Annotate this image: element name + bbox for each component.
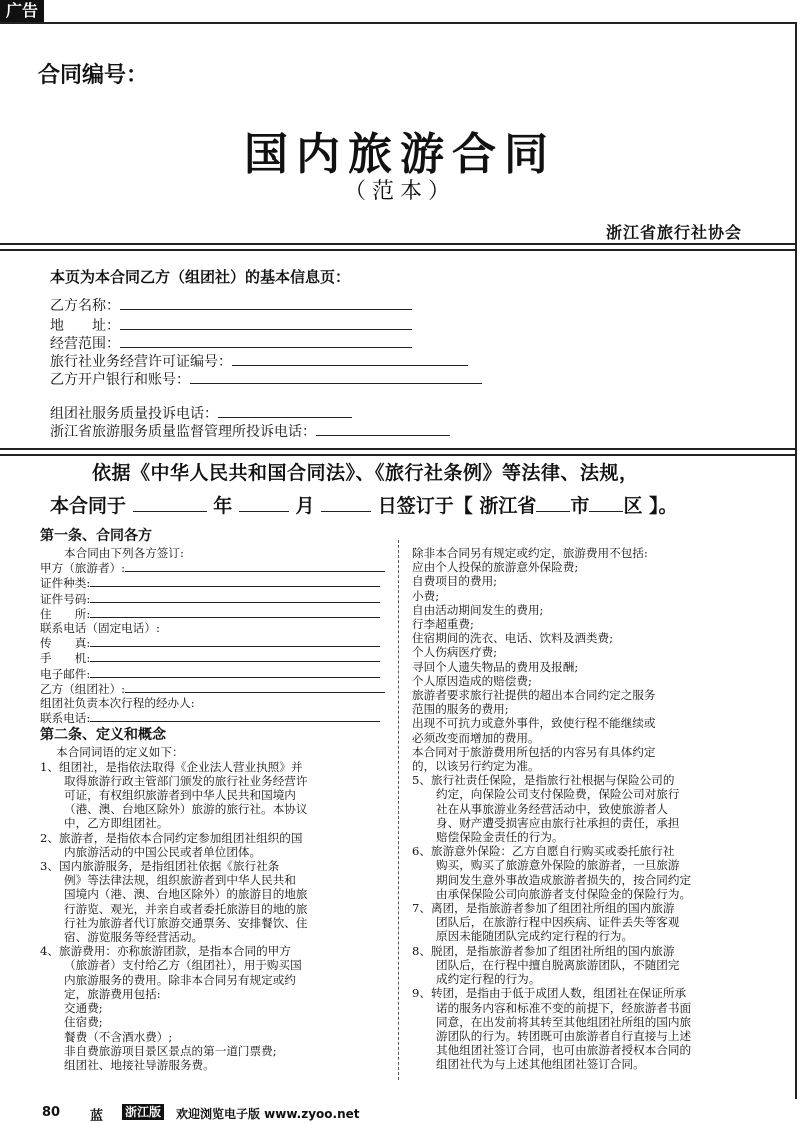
text-line: 赔偿保险金责任的行为。 [436, 830, 564, 845]
website-link[interactable]: 欢迎浏览电子版 www.zyoo.net [176, 1107, 360, 1121]
text-line: 中，乙方即组团社。 [64, 816, 169, 831]
text-line: 住宿费; [64, 1015, 103, 1030]
text-line: 交通费; [64, 1001, 103, 1016]
text-line: 住 所: [40, 606, 394, 621]
text-line: 的，以该另行约定为准。 [412, 759, 540, 774]
info-page-header: 本页为本合同乙方（组团社）的基本信息页： [50, 268, 351, 286]
text-line: 6、旅游意外保险：乙方自愿自行购买或委托旅行社 [412, 844, 675, 859]
text-line: 除非本合同另有规定或约定，旅游费用不包括: [412, 546, 648, 560]
blank-line [90, 650, 380, 662]
section-heading: 第一条、合同各方 [40, 528, 152, 544]
field-party-b-name: 乙方名称： [50, 296, 412, 315]
column-divider [398, 540, 399, 1080]
text-line: 社在从事旅游业务经营活动中，致使旅游者人 [436, 801, 668, 816]
text-line: 购买，购买了旅游意外保险的旅游者，一旦旅游 [436, 858, 680, 873]
text-line: 必须改变而增加的费用。 [412, 730, 540, 745]
field-bank-account: 乙方开户银行和账号： [50, 370, 482, 389]
text-line: 证件种类: [40, 575, 394, 590]
text-line: 组团社负责本次行程的经办人: [40, 696, 195, 711]
section-divider [0, 448, 797, 456]
text-line: 联系电话: [40, 710, 394, 725]
text-line: 本合同由下列各方签订: [64, 546, 184, 560]
text-line: 期间发生意外事故造成旅游者损失的，按合同约定 [436, 872, 692, 887]
text-line: 2、旅游者，是指依本合同约定参加组团社组织的国 [40, 830, 303, 845]
text-line: 传 真: [40, 635, 394, 650]
edition-color: 蓝 [90, 1109, 104, 1124]
text-line: 出现不可抗力或意外事件，致使行程不能继续或 [412, 716, 656, 731]
text-line: 乙方（组团社）: [40, 681, 394, 696]
text-line: 其他组团社签订合同，也可由旅游者授权本合同的 [436, 1043, 692, 1058]
text-line: 餐费（不含酒水费）; [64, 1029, 173, 1044]
section-divider [0, 243, 797, 251]
edition-badge: 浙江版 [122, 1104, 164, 1120]
text-line: 手 机: [40, 650, 394, 665]
text-line: 3、国内旅游服务，是指组团社依据《旅行社条 [40, 859, 280, 874]
text-line: 内旅游活动的中国公民或者单位团体。 [64, 844, 262, 859]
text-line: 旅游者要求旅行社提供的超出本合同约定之服务 [412, 688, 656, 703]
blank-line [90, 710, 380, 722]
page-title: 国内旅游合同 [244, 129, 556, 180]
field-license-number: 旅行社业务经营许可证编号： [50, 352, 468, 371]
text-line: 5、旅行社责任保险，是指旅行社根据与保险公司的 [412, 773, 675, 788]
text-line: 团队后，在旅游行程中因疾病、证件丢失等客观 [436, 915, 680, 930]
page-number: 80 [42, 1105, 61, 1120]
left-column [40, 526, 394, 1072]
text-line: 行李超重费; [412, 617, 474, 632]
text-line: 原因未能随团队完成约定行程的行为。 [436, 929, 634, 944]
text-line: 组团社、地接社导游服务费。 [64, 1057, 215, 1072]
text-line: 同意，在出发前将其转至其他组团社所组的国内旅 [436, 1014, 692, 1029]
text-line: 诺的服务内容和标准不变的前提下，经旅游者书面 [436, 1000, 692, 1015]
blank-line [125, 560, 385, 572]
text-line: 住宿期间的洗衣、电话、饮料及酒类费; [412, 631, 614, 646]
text-line: 本合同词语的定义如下： [56, 745, 184, 760]
text-line: 行游览、观光，并亲自或者委托旅游目的地的旅 [64, 901, 308, 916]
text-line: 身、财产遭受损害应由旅行社承担的责任，承担 [436, 815, 680, 830]
text-line: 组团社代为与上述其他组团社签订合同。 [436, 1057, 645, 1072]
text-line: 范围的服务的费用; [412, 702, 509, 717]
text-line: （港、澳、台地区除外）旅游的旅行社。本协议 [64, 802, 308, 817]
text-line: 9、转团，是指由于低于成团人数，组团社在保证所承 [412, 986, 687, 1001]
text-line: 小费; [412, 588, 440, 603]
text-line: 本合同对于旅游费用所包括的内容另有具体约定 [412, 744, 656, 759]
field-business-scope: 经营范围： [50, 334, 412, 353]
text-line: 自由活动期间发生的费用; [412, 602, 544, 617]
text-line: 证件号码: [40, 591, 394, 606]
text-line: 非自费旅游项目景区景点的第一道门票费; [64, 1043, 277, 1058]
section-heading: 第二条、定义和概念 [40, 727, 166, 744]
text-line: 电子邮件: [40, 666, 394, 681]
text-line: 1、组团社，是指依法取得《企业法人营业执照》并 [40, 759, 303, 774]
page-footer [0, 1102, 800, 1123]
field-complaint-phone: 组团社服务质量投诉电话： [50, 404, 352, 423]
text-line: 个人原因造成的赔偿费; [412, 673, 532, 688]
blank-line [90, 635, 380, 647]
signing-date-line: 本合同于 年 月 日签订于【 浙江省 市 区 】。 [50, 495, 678, 517]
text-line: 国境内（港、澳、台地区除外）的旅游目的地旅 [64, 887, 308, 902]
text-line: 7、离团，是指旅游者参加了组团社所组的国内旅游 [412, 901, 675, 916]
text-line: 8、脱团，是指旅游者参加了组团社所组的国内旅游 [412, 943, 675, 958]
text-line: 游团队的行为。转团既可由旅游者自行直接与上述 [436, 1028, 692, 1043]
blank-line [125, 681, 385, 693]
text-line: 成约定行程的行为。 [436, 972, 541, 987]
text-line: 由承保保险公司向旅游者支付保险金的保险行为。 [436, 886, 692, 901]
contract-number-label: 合同编号： [38, 63, 149, 88]
text-line: 甲方（旅游者）: [40, 560, 394, 575]
text-line: 例》等法律法规，组织旅游者到中华人民共和 [64, 873, 296, 888]
text-line: 宿、游览服务等经营活动。 [64, 930, 204, 945]
legal-basis-line: 依据《中华人民共和国合同法》、《旅行社条例》等法律、法规， [92, 462, 639, 484]
text-line: 团队后，在行程中擅自脱离旅游团队，不随团完 [436, 957, 680, 972]
text-line: 自费项目的费用; [412, 574, 498, 589]
right-column [412, 546, 792, 1072]
text-line: 内旅游服务的费用。除非本合同另有规定或约 [64, 972, 296, 987]
text-line: 4、旅游费用：亦称旅游团款，是指本合同的甲方 [40, 944, 291, 959]
text-line: 联系电话（固定电话）: [40, 621, 160, 636]
text-line: 应由个人投保的旅游意外保险费; [412, 560, 579, 575]
text-line: （旅游者）支付给乙方（组团社），用于购买国 [64, 958, 302, 973]
ad-tag: 广告 [0, 0, 44, 22]
blank-line [90, 666, 380, 678]
association-name: 浙江省旅行社协会 [605, 223, 742, 242]
text-line: 寻回个人遗失物品的费用及报酬; [412, 659, 579, 674]
text-line: 取得旅游行政主管部门颁发的旅行社业务经营许 [64, 773, 308, 788]
text-line: 可证，有权组织旅游者到中华人民共和国境内 [64, 788, 296, 803]
page-subtitle: （范本） [343, 179, 456, 204]
field-address: 地 址： [50, 316, 412, 335]
blank-line [90, 575, 380, 587]
text-line: 约定，向保险公司支付保险费，保险公司对旅行 [436, 787, 680, 802]
text-line: 行社为旅游者代订旅游交通票务、安排餐饮、住 [64, 915, 308, 930]
text-line: 定，旅游费用包括: [64, 986, 161, 1001]
blank-line [90, 591, 380, 603]
text-line: 个人伤病医疗费; [412, 645, 498, 660]
field-bureau-complaint-phone: 浙江省旅游服务质量监督管理所投诉电话： [50, 422, 450, 441]
blank-line [90, 606, 380, 618]
